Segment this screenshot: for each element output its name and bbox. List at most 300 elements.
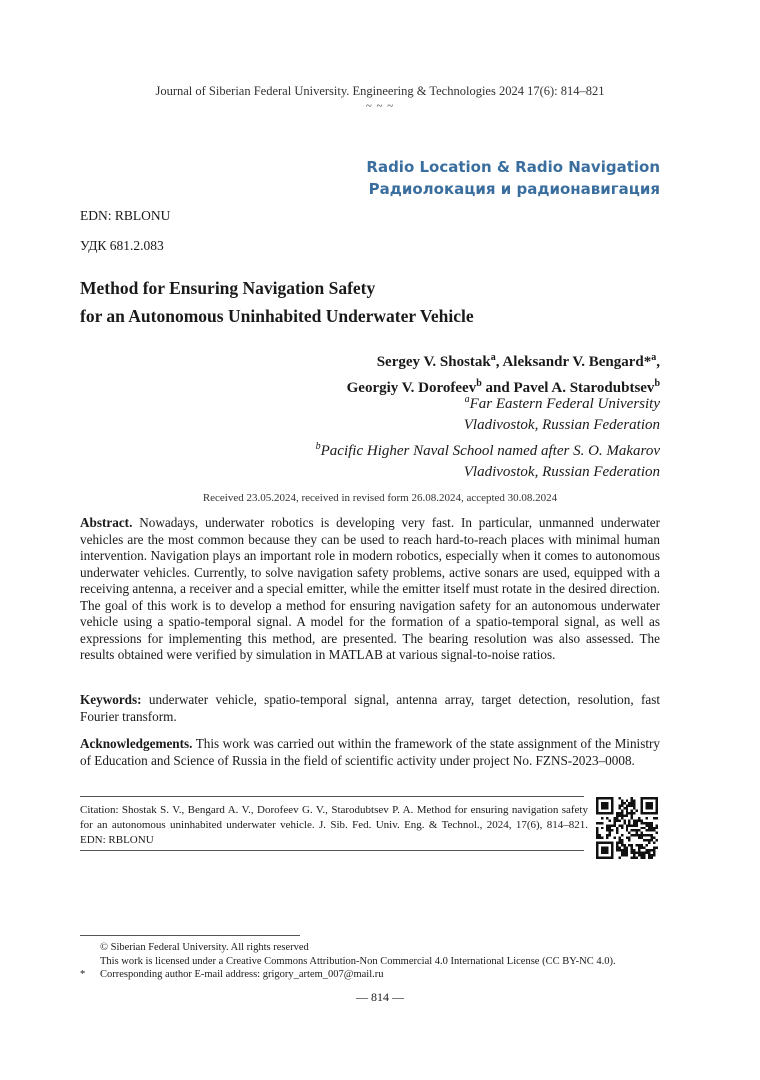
qr-module <box>611 844 613 846</box>
qr-module <box>643 812 645 814</box>
qr-module <box>646 849 648 851</box>
qr-module <box>641 812 643 814</box>
qr-module <box>633 822 635 824</box>
qr-module <box>636 819 638 821</box>
page-number: — 814 — <box>356 990 404 1004</box>
author-separator: , <box>495 354 503 370</box>
qr-module <box>606 817 608 819</box>
author-name: Georgiy V. Dorofeev <box>346 380 477 396</box>
qr-module <box>601 842 603 844</box>
abstract-label: Abstract. <box>80 515 133 530</box>
qr-module <box>628 822 630 824</box>
qr-module <box>618 812 620 814</box>
qr-module <box>621 812 623 814</box>
qr-module <box>601 822 603 824</box>
qr-module <box>656 827 658 829</box>
qr-module <box>618 807 620 809</box>
qr-module <box>601 797 603 799</box>
qr-module <box>628 839 630 841</box>
qr-module <box>621 849 623 851</box>
qr-module <box>651 807 653 809</box>
qr-module <box>641 852 643 854</box>
qr-module <box>651 839 653 841</box>
qr-module <box>646 817 648 819</box>
qr-module <box>651 834 653 836</box>
qr-module <box>623 852 625 854</box>
qr-module <box>621 817 623 819</box>
qr-module <box>626 854 628 856</box>
qr-module <box>631 824 633 826</box>
qr-module <box>618 839 620 841</box>
qr-module <box>633 834 635 836</box>
qr-module <box>608 819 610 821</box>
qr-module <box>611 842 613 844</box>
qr-module <box>638 837 640 839</box>
qr-module <box>601 804 603 806</box>
qr-module <box>611 799 613 801</box>
qr-module <box>641 844 643 846</box>
article-title <box>80 274 474 330</box>
qr-module <box>621 814 623 816</box>
qr-module <box>596 832 598 834</box>
qr-module <box>651 849 653 851</box>
qr-module <box>616 832 618 834</box>
qr-module <box>611 824 613 826</box>
qr-module <box>616 817 618 819</box>
qr-module <box>621 802 623 804</box>
qr-module <box>628 824 630 826</box>
qr-module <box>643 854 645 856</box>
qr-module <box>606 827 608 829</box>
qr-module <box>638 819 640 821</box>
qr-module <box>596 809 598 811</box>
qr-module <box>606 852 608 854</box>
qr-module <box>611 802 613 804</box>
qr-module <box>651 829 653 831</box>
qr-module <box>638 847 640 849</box>
author-line-1 <box>347 347 660 373</box>
qr-module <box>648 827 650 829</box>
footnote-corresponding-text: Corresponding author E-mail address: grigory_artem_007@mail.ru <box>100 969 384 980</box>
qr-module <box>621 799 623 801</box>
qr-module <box>643 797 645 799</box>
qr-module <box>616 814 618 816</box>
qr-module <box>651 797 653 799</box>
qr-module <box>608 832 610 834</box>
qr-module <box>606 804 608 806</box>
qr-module <box>598 812 600 814</box>
qr-module <box>621 852 623 854</box>
qr-module <box>613 837 615 839</box>
footnote-corresponding <box>80 968 680 982</box>
citation-bottom-rule <box>80 850 584 851</box>
affiliation-list <box>316 389 660 483</box>
author-affil-mark: b <box>476 378 482 389</box>
qr-module <box>611 857 613 859</box>
qr-module <box>643 847 645 849</box>
qr-module <box>651 837 653 839</box>
qr-module <box>618 824 620 826</box>
qr-module <box>618 804 620 806</box>
qr-module <box>656 797 658 799</box>
keywords <box>80 692 660 725</box>
qr-module <box>631 804 633 806</box>
footnote-mark: * <box>80 969 86 980</box>
qr-module <box>648 812 650 814</box>
qr-module <box>611 849 613 851</box>
qr-module <box>598 797 600 799</box>
qr-module <box>633 807 635 809</box>
qr-module <box>651 822 653 824</box>
qr-module <box>636 832 638 834</box>
qr-module <box>633 857 635 859</box>
qr-module <box>636 822 638 824</box>
qr-module <box>656 847 658 849</box>
citation-text: Citation: Shostak S. V., Bengard A. V., Dorofeev G. V., Starodubtsev P. A. Method for ensuring navigation safety for an autonomous uninhabited underwater vehicle. J. Sib. Fed. Univ. Eng. & Technol., 2024, 17(6), 814–821. EDN: RBLONU <box>80 804 588 846</box>
qr-module <box>613 822 615 824</box>
qr-module <box>606 849 608 851</box>
qr-module <box>636 852 638 854</box>
qr-module <box>626 847 628 849</box>
qr-module <box>626 824 628 826</box>
affiliation-name <box>316 436 660 462</box>
qr-module <box>596 829 598 831</box>
qr-module <box>613 819 615 821</box>
qr-module <box>646 802 648 804</box>
qr-module <box>656 802 658 804</box>
qr-module <box>616 819 618 821</box>
qr-module <box>623 819 625 821</box>
qr-module <box>646 807 648 809</box>
qr-module <box>623 814 625 816</box>
qr-module <box>633 804 635 806</box>
qr-module <box>651 854 653 856</box>
footnote-license <box>80 955 680 969</box>
section-title-en: Radio Location & Radio Navigation <box>366 158 660 176</box>
qr-module <box>628 819 630 821</box>
qr-module <box>596 799 598 801</box>
qr-module <box>618 837 620 839</box>
qr-module <box>628 804 630 806</box>
qr-module <box>653 829 655 831</box>
qr-module <box>606 807 608 809</box>
qr-module <box>596 854 598 856</box>
qr-module <box>643 834 645 836</box>
qr-module <box>646 797 648 799</box>
abstract <box>80 515 660 664</box>
qr-module <box>606 837 608 839</box>
author-name: Pavel A. Starodubtsev <box>513 380 655 396</box>
qr-module <box>616 812 618 814</box>
qr-module <box>636 834 638 836</box>
qr-module <box>636 857 638 859</box>
qr-module <box>656 804 658 806</box>
qr-module <box>596 804 598 806</box>
abstract-text: Nowadays, underwater robotics is developing very fast. In particular, unmanned underwater vehicles are the most common because they can be used to reach hard-to-reach places with minimal human intervention. Navigation plays an important role in modern robotics, especially when it comes to autonomous underwater vehicles. Currently, to solve navigation safety problems, active sonars are used, equipped with a receiving antenna, a receiver and a special emitter, while the emitter itself must rotate in the desired direction. The goal of this work is to develop a method for ensuring navigation safety for an autonomous underwater vehicle using a spatio-temporal signal. A model for the formation of a spatio-temporal signal, as well as expressions for implementing this method, are presented. The bearing resolution was also assessed. The results obtained were verified by simulation in MATLAB at various signal-to-noise ratios. <box>80 515 660 662</box>
qr-module <box>626 812 628 814</box>
qr-module <box>621 809 623 811</box>
qr-module <box>601 807 603 809</box>
qr-module <box>613 817 615 819</box>
qr-module <box>646 822 648 824</box>
qr-module <box>631 817 633 819</box>
qr-module <box>631 812 633 814</box>
qr-code-icon[interactable] <box>596 797 658 859</box>
qr-module <box>643 852 645 854</box>
qr-module <box>626 837 628 839</box>
qr-module <box>621 842 623 844</box>
qr-module <box>628 802 630 804</box>
qr-module <box>626 852 628 854</box>
qr-module <box>651 804 653 806</box>
qr-module <box>608 797 610 799</box>
qr-module <box>608 857 610 859</box>
qr-module <box>606 857 608 859</box>
qr-module <box>601 849 603 851</box>
author-affil-mark: a <box>490 352 496 363</box>
qr-module <box>626 814 628 816</box>
qr-module <box>618 814 620 816</box>
qr-module <box>596 849 598 851</box>
qr-module <box>626 804 628 806</box>
qr-module <box>626 827 628 829</box>
qr-module <box>631 799 633 801</box>
affiliation-name-text: Pacific Higher Naval School named after S. O. Makarov <box>320 443 660 459</box>
qr-module <box>643 827 645 829</box>
qr-module <box>596 857 598 859</box>
qr-module <box>611 809 613 811</box>
footnote-copyright-text: © Siberian Federal University. All rights reserved <box>100 942 309 953</box>
qr-module <box>603 849 605 851</box>
qr-module <box>646 852 648 854</box>
qr-module <box>651 802 653 804</box>
qr-module <box>616 827 618 829</box>
qr-module <box>631 852 633 854</box>
footnotes <box>80 941 680 982</box>
qr-module <box>606 834 608 836</box>
qr-module <box>638 844 640 846</box>
qr-module <box>598 822 600 824</box>
received-dates: Received 23.05.2024, received in revised form 26.08.2024, accepted 30.08.2024 <box>202 492 558 504</box>
qr-module <box>648 852 650 854</box>
qr-module <box>641 807 643 809</box>
author-affil-mark: a <box>651 352 657 363</box>
qr-module <box>628 844 630 846</box>
qr-module <box>623 847 625 849</box>
qr-module <box>651 827 653 829</box>
qr-module <box>636 844 638 846</box>
qr-module <box>648 854 650 856</box>
qr-module <box>631 797 633 799</box>
qr-module <box>623 844 625 846</box>
qr-module <box>641 837 643 839</box>
qr-module <box>621 854 623 856</box>
qr-module <box>608 812 610 814</box>
qr-module <box>616 842 618 844</box>
acknowledgements-label: Acknowledgements. <box>80 736 193 751</box>
qr-module <box>636 824 638 826</box>
qr-module <box>596 837 598 839</box>
qr-module <box>641 847 643 849</box>
header-separator: ~ ~ ~ <box>365 100 395 112</box>
udk-code: УДК 681.2.083 <box>80 238 164 253</box>
qr-module <box>636 809 638 811</box>
qr-module <box>641 854 643 856</box>
affiliation-name-text: Far Eastern Federal University <box>469 396 660 412</box>
qr-module <box>633 802 635 804</box>
qr-module <box>646 844 648 846</box>
qr-module <box>601 812 603 814</box>
qr-module <box>656 812 658 814</box>
qr-module <box>618 857 620 859</box>
author-separator: , <box>656 354 660 370</box>
qr-module <box>608 829 610 831</box>
qr-module <box>611 829 613 831</box>
qr-module <box>653 817 655 819</box>
qr-code-graphic <box>596 797 658 859</box>
qr-module <box>611 847 613 849</box>
qr-module <box>623 854 625 856</box>
qr-module <box>641 827 643 829</box>
qr-module <box>641 797 643 799</box>
qr-module <box>618 849 620 851</box>
qr-module <box>606 812 608 814</box>
qr-module <box>608 827 610 829</box>
edn-id: EDN: RBLONU <box>80 208 171 223</box>
qr-module <box>633 824 635 826</box>
qr-module <box>656 817 658 819</box>
author-name: Sergey V. Shostak <box>376 354 491 370</box>
qr-module <box>656 809 658 811</box>
qr-module <box>638 849 640 851</box>
qr-module <box>653 849 655 851</box>
qr-module <box>631 849 633 851</box>
qr-module <box>603 842 605 844</box>
qr-module <box>606 797 608 799</box>
qr-module <box>626 799 628 801</box>
qr-module <box>631 802 633 804</box>
qr-module <box>618 847 620 849</box>
qr-module <box>598 837 600 839</box>
affiliation-place: Vladivostok, Russian Federation <box>463 417 660 433</box>
author-separator: and <box>481 380 514 396</box>
qr-module <box>596 802 598 804</box>
qr-module <box>621 834 623 836</box>
qr-module <box>608 834 610 836</box>
qr-module <box>643 857 645 859</box>
qr-module <box>646 839 648 841</box>
qr-module <box>641 822 643 824</box>
affiliation-mark: b <box>315 441 321 452</box>
qr-module <box>601 847 603 849</box>
qr-module <box>641 819 643 821</box>
qr-module <box>641 857 643 859</box>
qr-module <box>601 857 603 859</box>
qr-module <box>653 827 655 829</box>
qr-module <box>631 834 633 836</box>
qr-module <box>631 829 633 831</box>
footnote-license-text: This work is licensed under a Creative Commons Attribution-Non Commercial 4.0 International License (CC BY-NC 4.0). <box>100 955 616 967</box>
qr-module <box>628 832 630 834</box>
qr-module <box>603 807 605 809</box>
qr-module <box>653 812 655 814</box>
qr-module <box>641 804 643 806</box>
qr-module <box>643 822 645 824</box>
qr-module <box>626 807 628 809</box>
qr-module <box>616 829 618 831</box>
qr-module <box>631 857 633 859</box>
qr-module <box>606 824 608 826</box>
qr-module <box>623 822 625 824</box>
section-title-ru: Радиолокация и радионавигация <box>368 180 660 198</box>
qr-module <box>596 822 598 824</box>
journal-header: Journal of Siberian Federal University. Engineering & Technologies 2024 17(6): 814–821 <box>155 84 605 98</box>
qr-module <box>621 839 623 841</box>
qr-module <box>608 824 610 826</box>
qr-module <box>651 812 653 814</box>
qr-module <box>596 827 598 829</box>
qr-module <box>626 849 628 851</box>
qr-module <box>648 822 650 824</box>
acknowledgements <box>80 736 660 769</box>
keywords-text: underwater vehicle, spatio-temporal signal, antenna array, target detection, resolution, fast Fourier transform. <box>80 692 660 724</box>
qr-module <box>618 819 620 821</box>
qr-module <box>611 852 613 854</box>
qr-module <box>596 847 598 849</box>
qr-module <box>628 837 630 839</box>
qr-module <box>596 844 598 846</box>
qr-module <box>601 827 603 829</box>
qr-module <box>621 824 623 826</box>
qr-module <box>633 849 635 851</box>
qr-module <box>611 797 613 799</box>
qr-module <box>626 809 628 811</box>
qr-module <box>653 852 655 854</box>
qr-module <box>656 839 658 841</box>
qr-module <box>603 847 605 849</box>
qr-module <box>656 832 658 834</box>
qr-module <box>611 812 613 814</box>
qr-module <box>653 847 655 849</box>
qr-module <box>596 834 598 836</box>
qr-module <box>646 829 648 831</box>
qr-module <box>613 824 615 826</box>
affiliation-name <box>316 389 660 415</box>
qr-module <box>616 849 618 851</box>
qr-module <box>628 812 630 814</box>
qr-module <box>648 807 650 809</box>
qr-module <box>648 802 650 804</box>
qr-module <box>646 824 648 826</box>
qr-module <box>598 857 600 859</box>
qr-module <box>648 839 650 841</box>
qr-module <box>603 802 605 804</box>
qr-module <box>623 802 625 804</box>
qr-module <box>648 829 650 831</box>
qr-module <box>646 804 648 806</box>
qr-module <box>648 824 650 826</box>
qr-module <box>648 804 650 806</box>
qr-module <box>616 844 618 846</box>
qr-module <box>606 847 608 849</box>
qr-module <box>631 809 633 811</box>
qr-module <box>596 812 598 814</box>
qr-module <box>641 809 643 811</box>
qr-module <box>653 842 655 844</box>
qr-module <box>646 834 648 836</box>
qr-module <box>638 829 640 831</box>
qr-module <box>633 852 635 854</box>
